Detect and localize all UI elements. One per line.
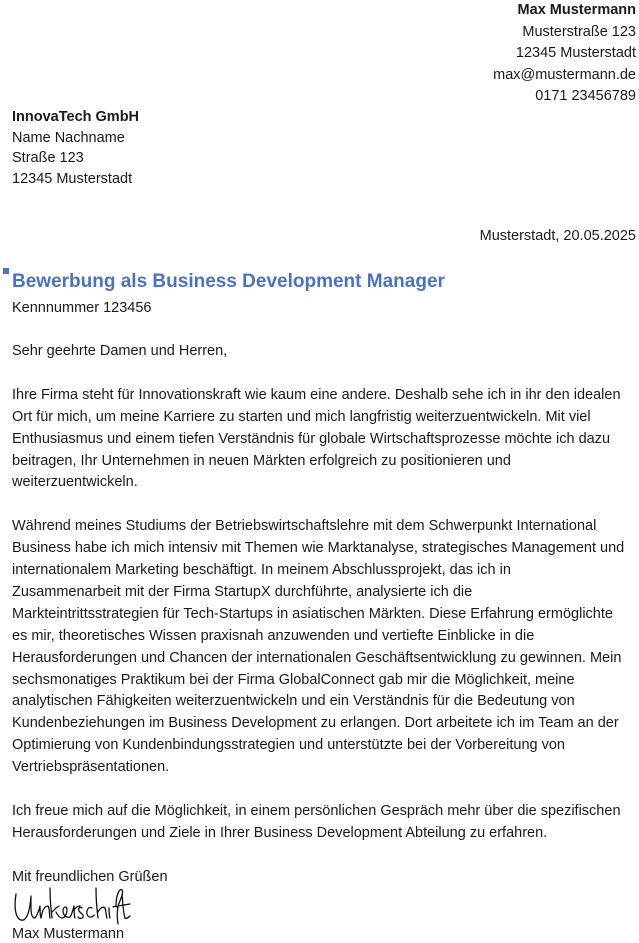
sender-name: Max Mustermann bbox=[517, 2, 636, 18]
paragraph-line: Enthusiasmus und einem tiefen Verständnis für globale Wirtschaftsprozesse möchte ich dazu bbox=[12, 430, 611, 447]
recipient-company: InnovaTech GmbH bbox=[12, 109, 140, 125]
paragraph-line: Business habe ich mich intensiv mit Themen wie Marktanalyse, strategisches Management und bbox=[12, 540, 625, 557]
sender-phone: 0171 23456789 bbox=[535, 88, 636, 104]
paragraph-line: Ort für mich, um meine Karriere zu starten und mich langfristig weiterzuentwickeln. Mit viel bbox=[12, 408, 591, 425]
letter-date: Musterstadt, 20.05.2025 bbox=[479, 228, 636, 244]
paragraph-3 bbox=[12, 801, 634, 845]
reference-number: Kennnummer 123456 bbox=[12, 300, 152, 316]
paragraph-line: Herausforderungen und Ziele in Ihrer Business Development Abteilung zu erfahren. bbox=[12, 824, 548, 841]
recipient-block bbox=[12, 107, 139, 189]
letter-subject: Bewerbung als Business Development Manager bbox=[12, 271, 445, 292]
paragraph-line: Herausforderungen und Chancen der internationalen Geschäftsentwicklung zu gewinnen. Mein bbox=[12, 649, 622, 666]
salutation: Sehr geehrte Damen und Herren, bbox=[12, 343, 228, 359]
paragraph-line: es mir, theoretisches Wissen praxisnah anzuwenden und vertiefte Einblicke in die bbox=[12, 627, 535, 644]
recipient-city: 12345 Musterstadt bbox=[12, 170, 133, 187]
handwritten-signature bbox=[12, 884, 132, 928]
paragraph-1 bbox=[12, 385, 634, 495]
letter-body bbox=[12, 341, 634, 889]
recipient-street: Straße 123 bbox=[12, 150, 84, 166]
closing: Mit freundlichen Grüßen bbox=[12, 868, 168, 885]
paragraph-line: Optimierung von Kundenbindungsstrategien und unterstützte bei der Vorbereitung von bbox=[12, 737, 565, 754]
sender-street: Musterstraße 123 bbox=[522, 23, 636, 40]
recipient-contact: Name Nachname bbox=[12, 129, 125, 146]
paragraph-line: beitragen, Ihr Unternehmen in neuen Märkten erfolgreich zu positionieren und bbox=[12, 452, 511, 469]
paragraph-line: weiterzuentwickeln. bbox=[12, 474, 138, 491]
signer-name: Max Mustermann bbox=[12, 926, 125, 942]
paragraph-line: Vertriebspräsentationen. bbox=[12, 759, 170, 776]
paragraph-line: Während meines Studiums der Betriebswirtschaftslehre mit dem Schwerpunkt International bbox=[12, 518, 597, 535]
paragraph-line: internationalem Marketing beschäftigt. In meinem Abschlussprojekt, das ich in bbox=[12, 562, 511, 579]
cursor-marker-icon bbox=[3, 268, 9, 274]
paragraph-line: Kundenbeziehungen im Business Development zu erlangen. Dort arbeitete ich im Team an der bbox=[12, 715, 619, 732]
sender-city: 12345 Musterstadt bbox=[515, 45, 636, 61]
paragraph-line: Ich freue mich auf die Möglichkeit, in einem persönlichen Gespräch mehr über die spezifischen bbox=[12, 802, 621, 819]
sender-block bbox=[493, 0, 636, 108]
paragraph-line: sechsmonatiges Praktikum bei der Firma GlobalConnect gab mir die Möglichkeit, meine bbox=[12, 671, 575, 688]
paragraph-line: analytischen Fähigkeiten weiterzuentwickeln und ein Verständnis für die Bedeutung von bbox=[12, 693, 575, 710]
paragraph-line: Zusammenarbeit mit der Firma StartupX durchführte, analysierte ich die bbox=[12, 583, 473, 600]
paragraph-2 bbox=[12, 516, 634, 779]
sender-email: max@mustermann.de bbox=[493, 66, 636, 83]
paragraph-line: Ihre Firma steht für Innovationskraft wie kaum eine andere. Deshalb sehe ich in ihr den idealen bbox=[12, 386, 621, 403]
paragraph-line: Markteintrittsstrategien für Tech-Startups in asiatischen Märkten. Diese Erfahrung ermöglichte bbox=[12, 605, 613, 622]
